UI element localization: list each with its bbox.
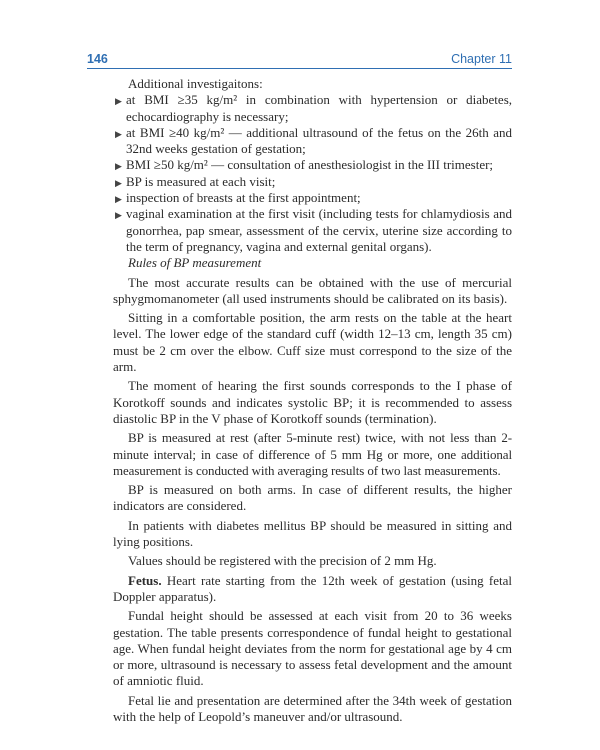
- investigation-list: [113, 92, 512, 255]
- intro-line: Additional investigaitons:: [128, 76, 263, 91]
- page-content: [113, 76, 512, 725]
- list-item-text: at BMI ≥35 kg/m² in combination with hypertension or diabetes, echocardiography is necessary;: [126, 92, 512, 124]
- list-item: [113, 206, 512, 255]
- list-item: [113, 174, 512, 190]
- body-paragraph: Fetal lie and presentation are determined after the 34th week of gestation with the help of Leopold’s maneuver and/or ultrasound.: [113, 692, 512, 724]
- body-paragraph: The most accurate results can be obtained with the use of mercurial sphygmomanometer (all used instruments should be calibrated on its basis).: [113, 274, 512, 306]
- list-item: [113, 190, 512, 206]
- body-paragraph: In patients with diabetes mellitus BP should be measured in sitting and lying positions.: [113, 517, 512, 550]
- fetus-text: Heart rate starting from the 12th week of gestation (using fetal Doppler apparatus).: [113, 572, 512, 604]
- triangle-bullet-icon: ▶: [115, 161, 122, 172]
- list-item: [113, 125, 512, 158]
- list-item-text: inspection of breasts at the first appointment;: [126, 190, 361, 206]
- list-item-text: at BMI ≥40 kg/m² — additional ultrasound of the fetus on the 26th and 32nd weeks gestation of gestation;: [126, 124, 512, 157]
- body-paragraph: Fundal height should be assessed at each visit from 20 to 36 weeks gestation. The table presents correspondence of fundal height to gestational age. When fundal height deviates from the norm for gestational age by 4 cm or more, ultrasound is necessary to assess fetal development and the amount of amniotic fluid.: [113, 608, 512, 689]
- body-paragraph: BP is measured on both arms. In case of different results, the higher indicators are considered.: [113, 482, 512, 514]
- header-divider: [87, 68, 512, 69]
- list-item: [113, 157, 512, 173]
- list-item-text: BMI ≥50 kg/m² — consultation of anesthesiologist in the III trimester;: [126, 157, 494, 173]
- list-item-text: vaginal examination at the first visit (including tests for chlamydiosis and gonorrhea, pap smear, assessment of the cervix, uterine size according to the term of pregnancy, vagina and external genital organs).: [126, 206, 512, 254]
- fetus-label: Fetus.: [128, 572, 162, 588]
- triangle-bullet-icon: ▶: [115, 96, 122, 107]
- list-item-text: BP is measured at each visit;: [126, 173, 276, 189]
- triangle-bullet-icon: ▶: [115, 177, 122, 188]
- chapter-title: Chapter 11: [451, 52, 512, 66]
- triangle-bullet-icon: ▶: [115, 128, 122, 139]
- section-subheading: Rules of BP measurement: [128, 255, 262, 271]
- body-paragraph: The moment of hearing the first sounds corresponds to the I phase of Korotkoff sounds and indicates systolic BP; it is recommended to assess diastolic BP in the V phase of Korotkoff sounds (termination).: [113, 378, 512, 426]
- list-item: [113, 92, 512, 125]
- triangle-bullet-icon: ▶: [115, 210, 122, 221]
- fetus-paragraph: [113, 573, 512, 606]
- body-paragraph: Values should be registered with the precision of 2 mm Hg.: [128, 553, 437, 569]
- triangle-bullet-icon: ▶: [115, 194, 122, 205]
- body-paragraph: Sitting in a comfortable position, the arm rests on the table at the heart level. The lower edge of the standard cuff (width 12–13 cm, length 35 cm) must be 2 cm over the elbow. Cuff size must correspond to the size of the arm.: [113, 310, 512, 375]
- body-paragraph: BP is measured at rest (after 5-minute rest) twice, with not less than 2-minute interval; in case of difference of 5 mm Hg or more, one additional measurement is conducted with averaging results of two last measurements.: [113, 430, 512, 478]
- page-number: 146: [87, 52, 108, 66]
